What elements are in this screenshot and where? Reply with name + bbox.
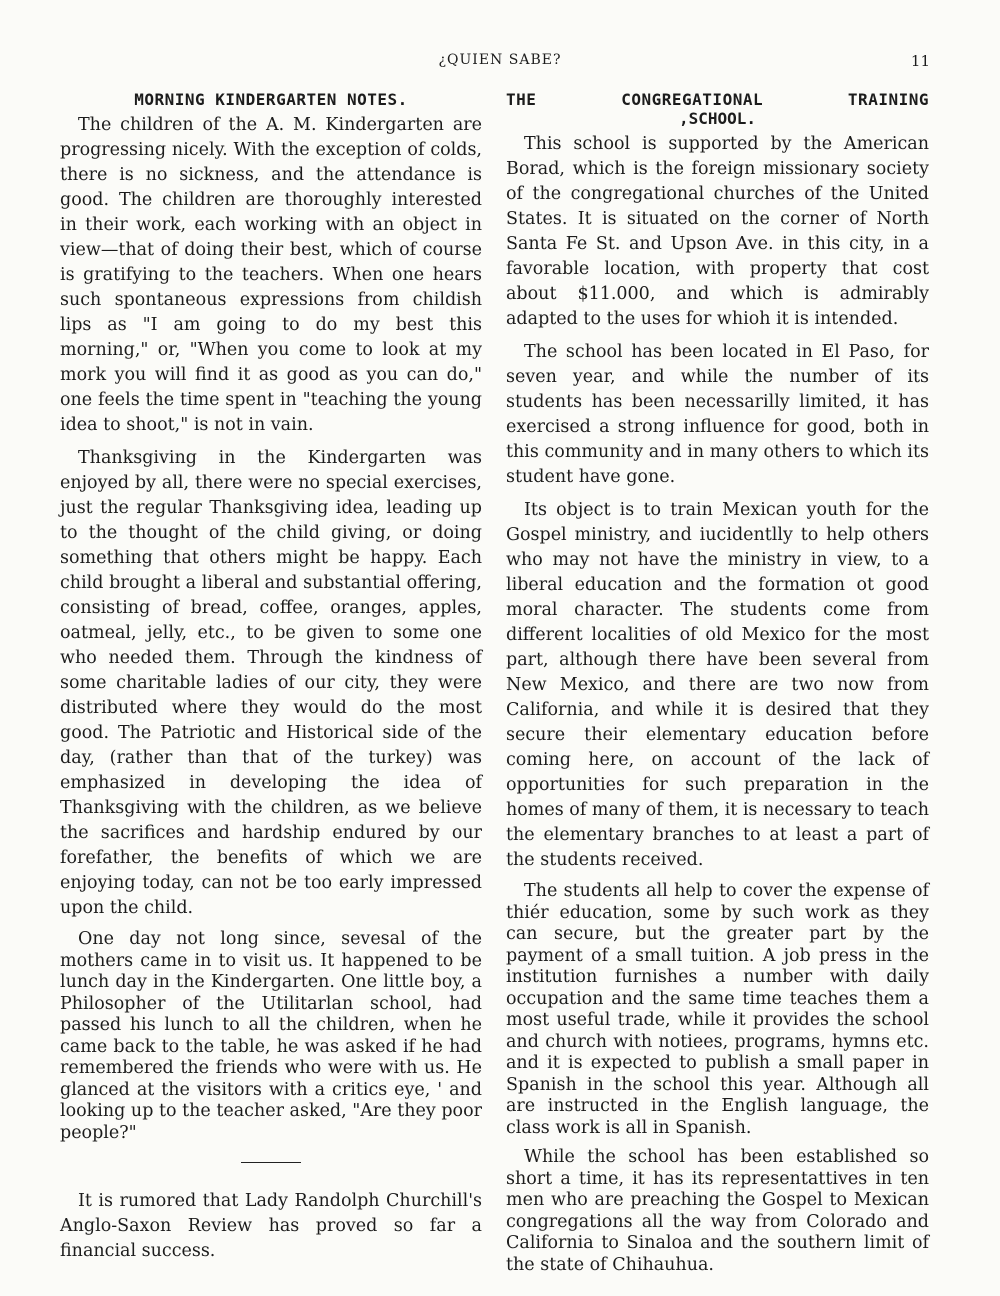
kindergarten-paragraph-1: The children of the A. M. Kindergarten are progressing nicely. With the exception of colds, there is no sickness, and the attendance is good. The children are thoroughly interested in their work, each working with an object in view—that of doing their best, which of course is gratifying to the teachers. When one hears such spontaneous expressions from childish lips as "I am going to do my best this morning," or, "When you come to look at my mork you will find it as good as you can do," one feels the time spent in "teaching the young idea to shoot," is not in vain. — [60, 115, 482, 435]
heading-word-1: THE — [506, 90, 537, 109]
running-title: ¿QUIEN SABE? — [438, 52, 562, 68]
school-paragraph-3: Its object is to train Mexican youth for the Gospel ministry, and iucidentlly to help others who may not have the ministry in view, to a liberal education and the formation ot good moral character. The students come from different localities of old Mexico for the most part, although there have been several from New Mexico, and there are two now from California, and while it is desired that they secure their elementary education before coming here, on account of the lack of opportunities for such preparation in the homes of many of them, it is necessary to teach the elementary branches to at least a part of the students received. — [506, 500, 929, 870]
churchill-note: It is rumored that Lady Randolph Churchill's Anglo-Saxon Review has proved so far a financial success. — [60, 1191, 482, 1261]
school-paragraph-2: The school has been located in El Paso, for seven year, and while the number of its students has been necessarilly limited, it has exercised a strong influence for good, both in this community and in many others to which its student have gone. — [506, 342, 929, 487]
school-paragraph-5: While the school has been established so short a time, it has its representattives in ten men who are preaching the Gospel to Mexican congregations all the way from Colorado and California to Sinaloa and the southern limit of the state of Chihauhua. — [506, 1147, 929, 1275]
right-column — [506, 90, 929, 1284]
training-school-heading — [506, 90, 929, 109]
section-divider — [241, 1162, 301, 1163]
heading-word-3: TRAINING — [847, 90, 929, 109]
school-paragraph-4: The students all help to cover the expense of thiér education, some by such work as they can secure, but the greater part by the payment of a small tuition. A job press in the institution furnishes a number with daily occupation and the same time teaches them a most useful trade, while it provides the school and church with notiees, programs, hymns etc. and it is expected to publish a small paper in Spanish in the school this year. Although all are instructed in the English language, the class work is all in Spanish. — [506, 881, 929, 1138]
heading-word-2: CONGREGATIONAL — [621, 90, 764, 109]
kindergarten-paragraph-3: One day not long since, sevesal of the mothers came in to visit us. It happened to be lunch day in the Kindergarten. One little boy, a Philosopher of the Utilitarlan school, had passed his lunch to all the children, when he came back to the table, he was asked if he had remembered the friends who were with us. He glanced at the visitors with a critics eye, ' and looking up to the teacher asked, "Are they poor people?" — [60, 929, 482, 1143]
kindergarten-paragraph-2: Thanksgiving in the Kindergarten was enjoyed by all, there were no special exercises, just the regular Thanksgiving idea, leading up to the thought of the child giving, or doing something that others might be happy. Each child brought a liberal and substantial offering, consisting of bread, coffee, oranges, apples, oatmeal, jelly, etc., to be given to some one who needed them. Through the kindness of some charitable ladies of our city, they were distributed where they would do the most good. The Patriotic and Historical side of the day, (rather than that of the turkey) was emphasized in developing the idea of Thanksgiving with the children, as we believe the sacrifices and hardship endured by our forefather, the benefits of which we are enjoying today, can not be too early impressed upon the child. — [60, 448, 482, 918]
page-number: 11 — [910, 52, 930, 70]
training-school-heading-line2: ,SCHOOL. — [678, 109, 757, 128]
school-paragraph-1: This school is supported by the American Borad, which is the foreign missionary society of the congregational churches of the United States. It is situated on the corner of North Santa Fe St. and Upson Ave. in this city, in a favorable location, with property that cost about $11.000, and which is admirably adapted to the uses for whioh it is intended. — [506, 134, 929, 329]
page-header — [0, 52, 1000, 72]
kindergarten-heading: MORNING KINDERGARTEN NOTES. — [134, 90, 408, 109]
left-column — [60, 90, 482, 1272]
